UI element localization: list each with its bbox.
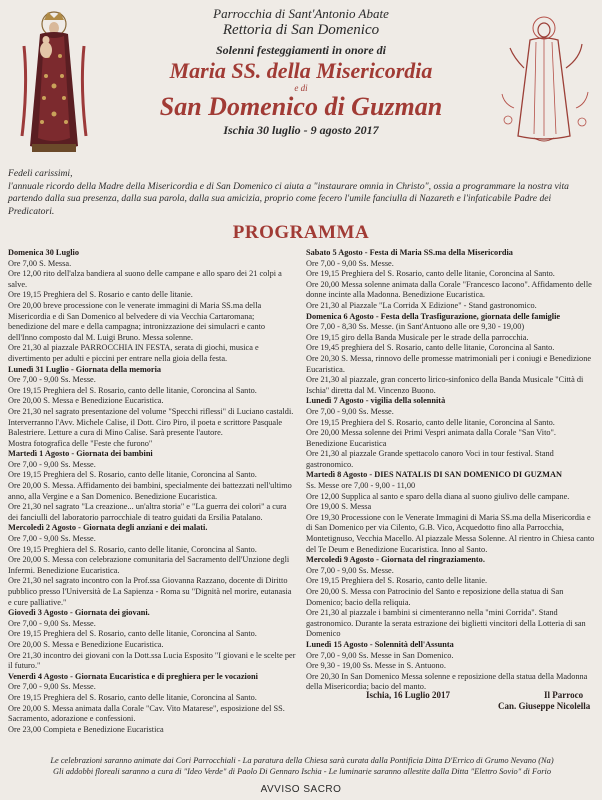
program-item: Ore 7,00 - 9,00 Ss. Messe. bbox=[306, 406, 394, 416]
program-item: Ore 20,00 S. Messa e Benedizione Eucaristica. bbox=[8, 639, 164, 649]
day-heading: Lunedì 31 Luglio - Giornata della memoria bbox=[8, 364, 162, 374]
day-heading: Martedì 1 Agosto - Giornata dei bambini bbox=[8, 449, 153, 459]
program-item: Ore 19,00 S. Messa bbox=[306, 502, 372, 512]
day-heading: Martedì 8 Agosto - DIES NATALIS DI SAN DOMENICO DI GUZMAN bbox=[306, 470, 562, 480]
festivities-line: Solenni festeggiamenti in onore di bbox=[215, 43, 386, 57]
parish-name: Parrocchia di Sant'Antonio Abate bbox=[213, 6, 389, 21]
maria-title: Maria SS. della Misericordia bbox=[169, 58, 433, 83]
program-item: Ore 20,30 In San Domenico Messa solenne e reposizione della statua della Madonna della Misericordia; bacio del manto. bbox=[306, 671, 588, 692]
program-item: Ore 7,00 - 9,00 Ss. Messe. bbox=[306, 565, 394, 575]
program-item: Ore 7,00 - 9,00 Ss. Messe. bbox=[8, 459, 96, 469]
program-item: Ore 21,30 al Piazzale "La Corrida X Edizione" - Stand gastronomico. bbox=[306, 300, 537, 310]
program-item: Ore 7,00 - 9,00 Ss. Messe. bbox=[306, 258, 394, 268]
program-item: Ore 19,15 giro della Banda Musicale per le strade della parrocchia. bbox=[306, 332, 529, 342]
program-item: Ore 19,15 Preghiera del S. Rosario, canto delle litanie, Coroncina al Santo. bbox=[8, 629, 257, 639]
program-item: Ore 19,30 Processione con le Venerate Immagini di Maria SS.ma della Misericordia e di San Domenico per via Cilento, G.B. Vico, Acquedotto fino alla Parrocchia, Montetignuso, Vecchia Macello. Al piazzale Messa Solenne. Al rientro in Chiesa canto del Te Deum e Benedizione Eucaristica. Inno al Santo. bbox=[306, 512, 595, 554]
program-item: Ore 21,30 al piazzale Grande spettacolo canoro Voci in tour festival. Stand gastronomico. bbox=[306, 449, 554, 469]
program-item: Ore 7,00 - 9,00 Ss. Messe. bbox=[8, 534, 96, 544]
program-item: Ore 19,15 Preghiera del S. Rosario, canto delle litanie, Coroncina al Santo. bbox=[8, 470, 257, 480]
program-item: Ss. Messe ore 7,00 - 9,00 - 11,00 bbox=[306, 481, 416, 491]
signature-name: Can. Giuseppe Nicolella bbox=[498, 701, 591, 711]
program-left-column bbox=[8, 248, 296, 735]
day-heading: Lunedì 7 Agosto - vigilia della solennità bbox=[306, 396, 446, 406]
signature-place-date: Ischia, 16 Luglio 2017 bbox=[366, 690, 451, 700]
signature-role: Il Parroco bbox=[544, 690, 584, 700]
intro-text bbox=[8, 168, 596, 218]
footer-line-2: Gli addobbi floreali saranno a cura di "Ideo Verde" di Paolo Di Gennaro Ischia - Le luminarie saranno allestite dalla Ditta "Elettro Sovio" di Forio bbox=[52, 766, 552, 776]
program-item: Ore 20,00 Messa solenne animata dalla Corale "Francesco Iacono". Affidamento delle donne incinte alla Madonna. Benedizione Eucaristica. bbox=[306, 279, 592, 300]
program-item: Ore 7,00 - 9,00 Ss. Messe. bbox=[8, 375, 96, 385]
program-item: Ore 21,30 nel sagrato presentazione del volume "Specchi riflessi" di Luciano castaldi. Interverranno l'Avv. Michele Calise, il Dott. Ciro Piro, il poeta e scrittore Pasquale Balestriere. Letture a cura di Mino Calise. Sarà presente l'autore. bbox=[8, 406, 294, 438]
intro-paragraph: l'annuale ricordo della Madre della Misericordia e di San Domenico ci aiuta a "instaurare omnia in Christo", ossia a programmare la nostra vita partendo dalla sua presenza, dalla sua parola, dalla sua amicizia, proprio come fecero l'umile fanciulla di Nazareth e l'infaticabile Padre dei Predicatori. bbox=[8, 180, 569, 217]
program-item: Ore 7,00 S. Messa. bbox=[8, 258, 72, 268]
program-item: Ore 19,15 Preghiera del S. Rosario, canto delle litanie, Coroncina al Santo. bbox=[8, 692, 257, 702]
domenico-title: San Domenico di Guzman bbox=[159, 92, 443, 121]
footer bbox=[8, 756, 596, 777]
program-item: Ore 19,15 Preghiera del S. Rosario e canto delle litanie. bbox=[8, 290, 193, 300]
program-item: Ore 20,00 Messa solenne dei Primi Vespri animata dalla Corale "San Vito". Benedizione Eucaristica bbox=[306, 428, 556, 448]
program-item: Ore 19,15 Preghiera del S. Rosario, canto delle litanie, Coroncina al Santo. bbox=[306, 269, 555, 279]
program-item: Ore 19,15 Preghiera del S. Rosario, canto delle litanie, Coroncina al Santo. bbox=[8, 385, 257, 395]
day-heading: Sabato 5 Agosto - Festa di Maria SS.ma della Misericordia bbox=[306, 248, 513, 257]
program-item: Ore 20,00 S. Messa con Patrocinio del Santo e reposizione della statua di San Domenico; bacio della reliquia. bbox=[306, 587, 564, 607]
program-item: Ore 20,00 S. Messa con celebrazione comunitaria del Sacramento dell'Unzione degli Infermi. Benedizione Eucaristica. bbox=[8, 555, 290, 575]
day-heading: Mercoledì 2 Agosto - Giornata degli anziani e dei malati. bbox=[8, 523, 208, 533]
notice-label: AVVISO SACRO bbox=[260, 784, 342, 795]
header bbox=[120, 6, 482, 138]
day-heading: Domenica 6 Agosto - Festa della Trasfigurazione, giornata delle famiglie bbox=[306, 311, 561, 321]
program-item: Ore 21,30 nel sagrato incontro con la Prof.ssa Giovanna Razzano, docente di Diritto pubblico presso l'Università de La Sapienza - Roma su "Dignità nel morire, eutanasia e cure palliative." bbox=[8, 576, 292, 607]
program-item: Ore 19,15 Preghiera del S. Rosario, canto delle litanie, Coroncina al Santo. bbox=[306, 417, 555, 427]
program-right-column bbox=[306, 248, 596, 693]
day-heading: Domenica 30 Luglio bbox=[8, 248, 79, 257]
program-item: Ore 21,30 al piazzale PARROCCHIA IN FESTA, serata di giochi, musica e divertimento per adulti e piccini per entrare nella gioia della festa. bbox=[8, 343, 259, 363]
program-item: Ore 21,30 al piazzale, gran concerto lirico-sinfonico della Banda Musicale "Città di Ischia" diretta dal M. Vincenzo Buono. bbox=[306, 375, 584, 395]
program-item: Ore 21,30 al piazzale i bambini si cimenteranno nella "mini Corrida". Stand gastronomico. Durante la serata estrazione dei biglietti vincitori della Lotteria di san Domenico bbox=[306, 608, 586, 639]
program-item: Ore 23,00 Compieta e Benedizione Eucaristica bbox=[8, 724, 164, 734]
san-domenico-drawing bbox=[494, 8, 596, 146]
program-item: Ore 20,00 S. Messa animata dalla Corale "Cav. Vito Matarese", esposizione del SS. Sacramento, adorazione e confessioni. bbox=[8, 703, 285, 724]
program-item: Ore 12,00 rito dell'alza bandiera al suono delle campane e allo sparo dei 21 colpi a salve. bbox=[8, 269, 282, 289]
day-heading: Mercoledì 9 Agosto - Giornata del ringraziamento. bbox=[306, 555, 485, 565]
program-item: Ore 7,00 - 9,00 Ss. Messe. bbox=[8, 682, 96, 692]
program-title: PROGRAMMA bbox=[232, 222, 370, 243]
program-item: Ore 20,30 S. Messa, rinnovo delle promesse matrimoniali per i coniugi e Benedizione Eucaristica. bbox=[306, 353, 592, 374]
day-heading: Lunedì 15 Agosto - Solennità dell'Assunta bbox=[306, 639, 454, 649]
greeting: Fedeli carissimi, bbox=[8, 168, 73, 179]
program-item: Ore 21,30 incontro dei giovani con la Dott.ssa Lucia Esposito "I giovani e le scelte per il futuro." bbox=[8, 650, 296, 671]
event-dates: Ischia 30 luglio - 9 agosto 2017 bbox=[223, 123, 379, 137]
program-item: Ore 20,00 breve processione con le venerate immagini di Maria SS.ma della Misericordia e di San Domenico al belvedere di via Vecchia Cartaromana; benedizione del mare e della campagna; intronizzazione dei simulacri e canto dell'Inno composto dal M. Luigi Bruno. Messa solenne. bbox=[8, 300, 266, 342]
madonna-statue-image bbox=[4, 6, 104, 156]
program-item: Ore 7,00 - 9,00 Ss. Messe in San Domenico. bbox=[306, 650, 454, 660]
program-item: Ore 7,00 - 9,00 Ss. Messe. bbox=[8, 618, 96, 628]
program-item: Ore 21,30 nel sagrato "La creazione... un'altra storia" e "La guerra dei colori" a cura dei fanciulli del laboratorio parrocchiale di teatro guidati da Ersilia Patalano. bbox=[8, 502, 287, 522]
program-item: Ore 9,30 - 19,00 Ss. Messe in S. Antuono. bbox=[306, 661, 446, 671]
and-line: e di bbox=[294, 83, 308, 93]
rectory-name: Rettoria di San Domenico bbox=[222, 22, 380, 38]
program-item: Ore 19,15 Preghiera del S. Rosario, canto delle litanie, Coroncina al Santo. bbox=[8, 544, 257, 554]
program-item: Ore 19,45 preghiera del S. Rosario, canto delle litanie, Coroncina al Santo. bbox=[306, 343, 555, 353]
program-item: Mostra fotografica delle "Feste che furono" bbox=[8, 438, 153, 448]
program-item: Ore 12,00 Supplica al santo e sparo della diana al suono giulivo delle campane. bbox=[306, 491, 570, 501]
day-heading: Giovedì 3 Agosto - Giornata dei giovani. bbox=[8, 608, 150, 618]
footer-line-1: Le celebrazioni saranno animate dai Cori Parrocchiali - La paratura della Chiesa sarà curata dalla Pontificia Ditta D'Errico di Grumo Nevano (Na) bbox=[50, 756, 554, 765]
program-item: Ore 20,00 S. Messa. Affidamento dei bambini, specialmente dei battezzati nell'ultimo anno, alla Vergine e a San Domenico. Benedizione Eucaristica. bbox=[8, 481, 292, 501]
program-item: Ore 7,00 - 8,30 Ss. Messe. (in Sant'Antuono alle ore 9,30 - 19,00) bbox=[306, 322, 525, 332]
day-heading: Venerdì 4 Agosto - Giornata Eucaristica e di preghiera per le vocazioni bbox=[8, 671, 258, 681]
program-item: Ore 20,00 S. Messa e Benedizione Eucaristica. bbox=[8, 396, 164, 406]
program-item: Ore 19,15 Preghiera del S. Rosario, canto delle litanie. bbox=[306, 576, 488, 586]
